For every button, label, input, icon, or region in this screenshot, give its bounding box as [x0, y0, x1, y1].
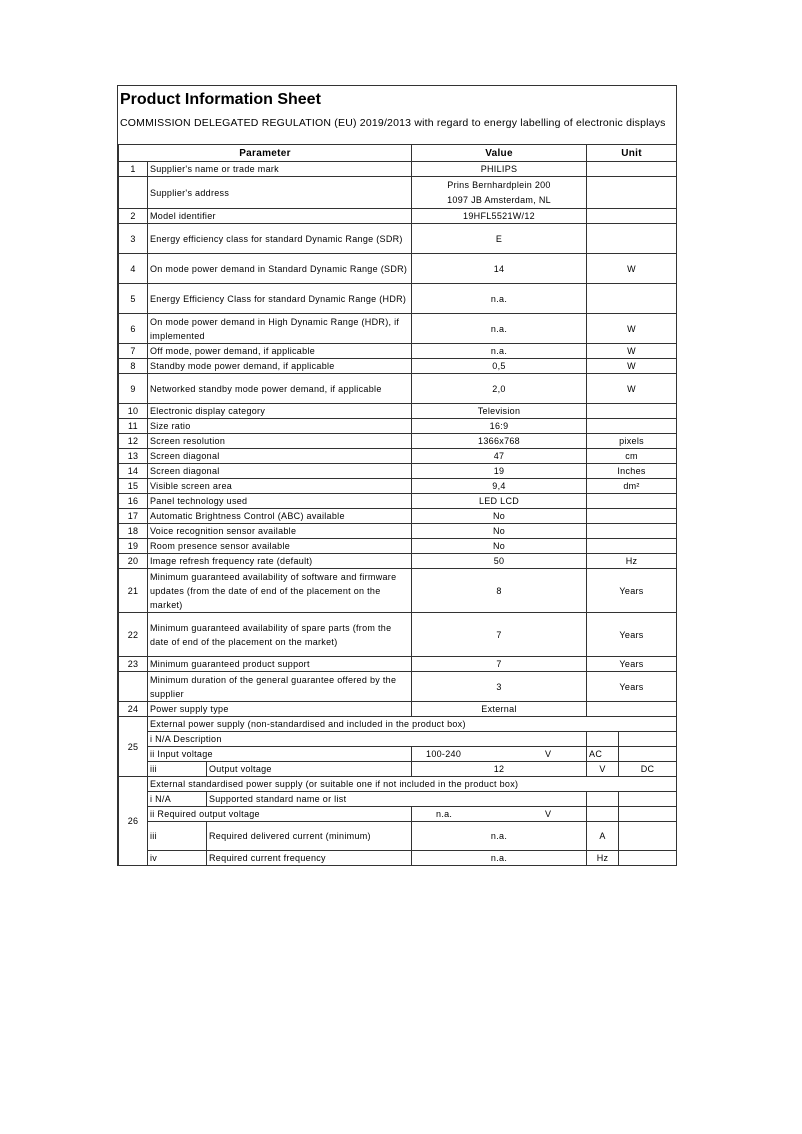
- value-cell: [412, 419, 587, 434]
- table-row: [119, 509, 677, 524]
- address-line-1: Prins Bernhardplein 200: [447, 179, 551, 190]
- row-inline-value: n.a.: [490, 323, 508, 334]
- table-row: [119, 254, 677, 284]
- value-cell: [412, 404, 587, 419]
- row-inline-value: 47: [493, 451, 505, 461]
- parameter-label: Minimum duration of the general guarantee offered by the supplier: [148, 672, 412, 702]
- table-row: [119, 314, 677, 344]
- table-row: [119, 851, 677, 866]
- value-cell: [412, 524, 587, 539]
- psu25-input-voltage-value: 100-240: [426, 749, 462, 759]
- table-row: [119, 284, 677, 314]
- row-index: i N/A: [148, 792, 207, 807]
- unit-cell: [587, 524, 677, 539]
- table-row: [119, 494, 677, 509]
- table-row: [119, 702, 677, 717]
- value-cell: [412, 209, 587, 224]
- unit-cell: Years: [587, 672, 677, 702]
- table-row: [119, 374, 677, 404]
- unit-cell: cm: [587, 449, 677, 464]
- unit-cell: [587, 702, 677, 717]
- unit-cell: W: [587, 374, 677, 404]
- parameter-label: Minimum guaranteed availability of software and firmware updates (from the date of end of the placement on the market): [148, 569, 412, 613]
- table-row: [119, 404, 677, 419]
- table-row: [119, 762, 677, 777]
- parameter-label: Room presence sensor available: [148, 539, 412, 554]
- parameter-label: Networked standby mode power demand, if applicable: [148, 374, 412, 404]
- psu26-current-label: Required delivered current (minimum): [207, 822, 412, 851]
- unit-cell: pixels: [587, 434, 677, 449]
- row-inline-value: n.a.: [490, 346, 508, 356]
- unit-cell: [587, 224, 677, 254]
- row-inline-value: No: [492, 526, 506, 536]
- table-row: [119, 822, 677, 851]
- value-cell: [412, 449, 587, 464]
- psu25-output-voltage-label: Output voltage: [207, 762, 412, 777]
- psu25-output-type: DC: [619, 762, 677, 777]
- parameter-label: Electronic display category: [148, 404, 412, 419]
- parameter-label: Supplier's address: [148, 177, 412, 209]
- value-cell: 3: [412, 672, 587, 702]
- value-cell: [412, 464, 587, 479]
- parameter-label: Voice recognition sensor available: [148, 524, 412, 539]
- row-number: 10: [119, 404, 148, 419]
- row-inline-value: No: [492, 511, 506, 521]
- row-number: 20: [119, 554, 148, 569]
- unit-cell: [587, 162, 677, 177]
- value-cell: [412, 434, 587, 449]
- psu26-output-voltage-value: n.a.: [436, 809, 453, 819]
- value-cell: [412, 554, 587, 569]
- table-row: [119, 613, 677, 657]
- row-inline-value: 0,5: [492, 361, 506, 371]
- row-number: 18: [119, 524, 148, 539]
- page-title: Product Information Sheet: [120, 91, 321, 108]
- row-index: iii: [148, 822, 207, 851]
- table-row: [119, 464, 677, 479]
- row-inline-value: PHILIPS: [480, 164, 518, 174]
- parameter-label: Automatic Brightness Control (ABC) available: [148, 509, 412, 524]
- unit-cell: Years: [587, 613, 677, 657]
- value-cell: [412, 479, 587, 494]
- parameter-label: Standby mode power demand, if applicable: [148, 359, 412, 374]
- row-index: iii: [148, 762, 207, 777]
- parameter-label: Energy Efficiency Class for standard Dynamic Range (HDR): [148, 284, 412, 314]
- psu26-frequency-value: n.a.: [412, 851, 587, 866]
- row-inline-value: 19HFL5521W/12: [463, 211, 535, 221]
- unit-cell: W: [587, 344, 677, 359]
- row-inline-value: No: [492, 541, 506, 551]
- unit-cell: W: [587, 254, 677, 284]
- row-number: 1: [119, 162, 148, 177]
- value-cell: [412, 509, 587, 524]
- row-inline-value: 19: [493, 466, 505, 476]
- value-cell: [412, 162, 587, 177]
- value-header: Value: [412, 145, 587, 162]
- parameter-label: On mode power demand in Standard Dynamic Range (SDR): [148, 254, 412, 284]
- value-cell: [412, 177, 587, 209]
- value-cell: [412, 539, 587, 554]
- regulation-subtitle: COMMISSION DELEGATED REGULATION (EU) 2019/2013 with regard to energy labelling of electronic displays: [120, 117, 666, 129]
- row-number: 22: [119, 613, 148, 657]
- row-number: 7: [119, 344, 148, 359]
- value-cell: 7: [412, 613, 587, 657]
- parameter-label: Panel technology used: [148, 494, 412, 509]
- row-number: 3: [119, 224, 148, 254]
- unit-header: Unit: [587, 145, 677, 162]
- psu25-input-type: AC: [587, 747, 619, 762]
- unit-cell: [587, 404, 677, 419]
- unit-cell: [587, 209, 677, 224]
- row-number: [119, 177, 148, 209]
- row-number: 8: [119, 359, 148, 374]
- parameter-label: Screen diagonal: [148, 449, 412, 464]
- address-line-2: 1097 JB Amsterdam, NL: [447, 194, 551, 205]
- row-inline-value: 9,4: [492, 481, 506, 491]
- parameter-label: Power supply type: [148, 702, 412, 717]
- parameter-label: Image refresh frequency rate (default): [148, 554, 412, 569]
- value-cell: [412, 314, 587, 344]
- value-cell: 14: [412, 254, 587, 284]
- table-row: [119, 732, 677, 747]
- row-number: 5: [119, 284, 148, 314]
- unit-cell: Inches: [587, 464, 677, 479]
- table-row: [119, 344, 677, 359]
- parameter-label: Screen diagonal: [148, 464, 412, 479]
- row-number: 16: [119, 494, 148, 509]
- table-row: [119, 177, 677, 209]
- table-row: [119, 209, 677, 224]
- unit-cell: W: [587, 359, 677, 374]
- row-number: 12: [119, 434, 148, 449]
- unit-cell: W: [587, 314, 677, 344]
- row-number: 19: [119, 539, 148, 554]
- table-row: [119, 747, 677, 762]
- unit-cell: [587, 419, 677, 434]
- row-inline-value: n.a.: [490, 293, 508, 304]
- row-inline-value: 50: [493, 556, 505, 566]
- row-inline-value: LED LCD: [478, 496, 520, 506]
- unit-cell: [587, 494, 677, 509]
- unit-cell: [587, 539, 677, 554]
- value-cell: [412, 702, 587, 717]
- value-cell: E: [412, 224, 587, 254]
- psu26-output-voltage-unit: V: [545, 809, 552, 819]
- row-inline-value: 1366x768: [478, 436, 520, 446]
- row-number: 13: [119, 449, 148, 464]
- row-inline-value: 16:9: [489, 421, 509, 431]
- psu26-current-unit: A: [587, 822, 619, 851]
- parameter-label: Screen resolution: [148, 434, 412, 449]
- table-row: [119, 657, 677, 672]
- table-row: [119, 359, 677, 374]
- parameter-label: Energy efficiency class for standard Dynamic Range (SDR): [148, 224, 412, 254]
- row-number: 6: [119, 314, 148, 344]
- row-number: [119, 672, 148, 702]
- value-cell: [412, 284, 587, 314]
- table-row: [119, 524, 677, 539]
- row-inline-value: Television: [477, 406, 521, 416]
- psu25-output-voltage-unit: V: [587, 762, 619, 777]
- row-number: 21: [119, 569, 148, 613]
- unit-cell: [587, 284, 677, 314]
- table-row: [119, 672, 677, 702]
- parameter-label: Minimum guaranteed availability of spare parts (from the date of end of the placement on the market): [148, 613, 412, 657]
- row-inline-value: External: [481, 704, 517, 714]
- psu26-frequency-unit: Hz: [587, 851, 619, 866]
- psu25-output-voltage-value: 12: [412, 762, 587, 777]
- table-row: [119, 419, 677, 434]
- table-row: [119, 569, 677, 613]
- parameter-label: Size ratio: [148, 419, 412, 434]
- table-row: [119, 434, 677, 449]
- unit-cell: [587, 509, 677, 524]
- parameter-header: Parameter: [119, 145, 412, 162]
- value-cell: [412, 494, 587, 509]
- row-number: 2: [119, 209, 148, 224]
- row-number: 26: [119, 777, 148, 866]
- row-index: iv: [148, 851, 207, 866]
- row-number: 11: [119, 419, 148, 434]
- psu25-heading: External power supply (non-standardised and included in the product box): [148, 717, 677, 732]
- psu26-frequency-label: Required current frequency: [207, 851, 412, 866]
- psu25-heading-row: [119, 717, 677, 732]
- unit-cell: dm²: [587, 479, 677, 494]
- psu26-current-value: n.a.: [412, 822, 587, 851]
- value-cell: [412, 344, 587, 359]
- row-number: 17: [119, 509, 148, 524]
- psu25-input-voltage-label: ii Input voltage: [148, 747, 412, 762]
- table-row: [119, 807, 677, 822]
- table-row: [119, 554, 677, 569]
- row-inline-value: 2,0: [492, 383, 506, 394]
- row-number: 23: [119, 657, 148, 672]
- unit-cell: Years: [587, 657, 677, 672]
- psu26-heading-row: [119, 777, 677, 792]
- unit-cell: [587, 177, 677, 209]
- table-row: [119, 162, 677, 177]
- value-cell: [412, 359, 587, 374]
- psu26-heading: External standardised power supply (or suitable one if not included in the product box): [148, 777, 677, 792]
- row-number: 4: [119, 254, 148, 284]
- table-row: [119, 792, 677, 807]
- parameters-table: [118, 144, 677, 866]
- table-row: [119, 224, 677, 254]
- table-row: [119, 539, 677, 554]
- value-cell: 7: [412, 657, 587, 672]
- psu26-standard-label: Supported standard name or list: [207, 792, 587, 807]
- parameter-label: Visible screen area: [148, 479, 412, 494]
- unit-cell: Years: [587, 569, 677, 613]
- row-number: 14: [119, 464, 148, 479]
- unit-cell: Hz: [587, 554, 677, 569]
- parameter-label: Model identifier: [148, 209, 412, 224]
- product-information-sheet: [117, 85, 677, 866]
- value-cell: [412, 374, 587, 404]
- row-number: 15: [119, 479, 148, 494]
- row-number: 25: [119, 717, 148, 777]
- row-number: 24: [119, 702, 148, 717]
- parameter-label: On mode power demand in High Dynamic Range (HDR), if implemented: [148, 314, 412, 344]
- parameter-label: Minimum guaranteed product support: [148, 657, 412, 672]
- psu25-description: i N/A Description: [148, 732, 587, 747]
- value-cell: 8: [412, 569, 587, 613]
- parameter-label: Off mode, power demand, if applicable: [148, 344, 412, 359]
- table-row: [119, 479, 677, 494]
- psu25-input-voltage-unit: V: [545, 749, 552, 759]
- psu26-output-voltage-label: ii Required output voltage: [148, 807, 412, 822]
- row-number: 9: [119, 374, 148, 404]
- table-header: [119, 145, 677, 162]
- table-row: [119, 449, 677, 464]
- parameter-label: Supplier's name or trade mark: [148, 162, 412, 177]
